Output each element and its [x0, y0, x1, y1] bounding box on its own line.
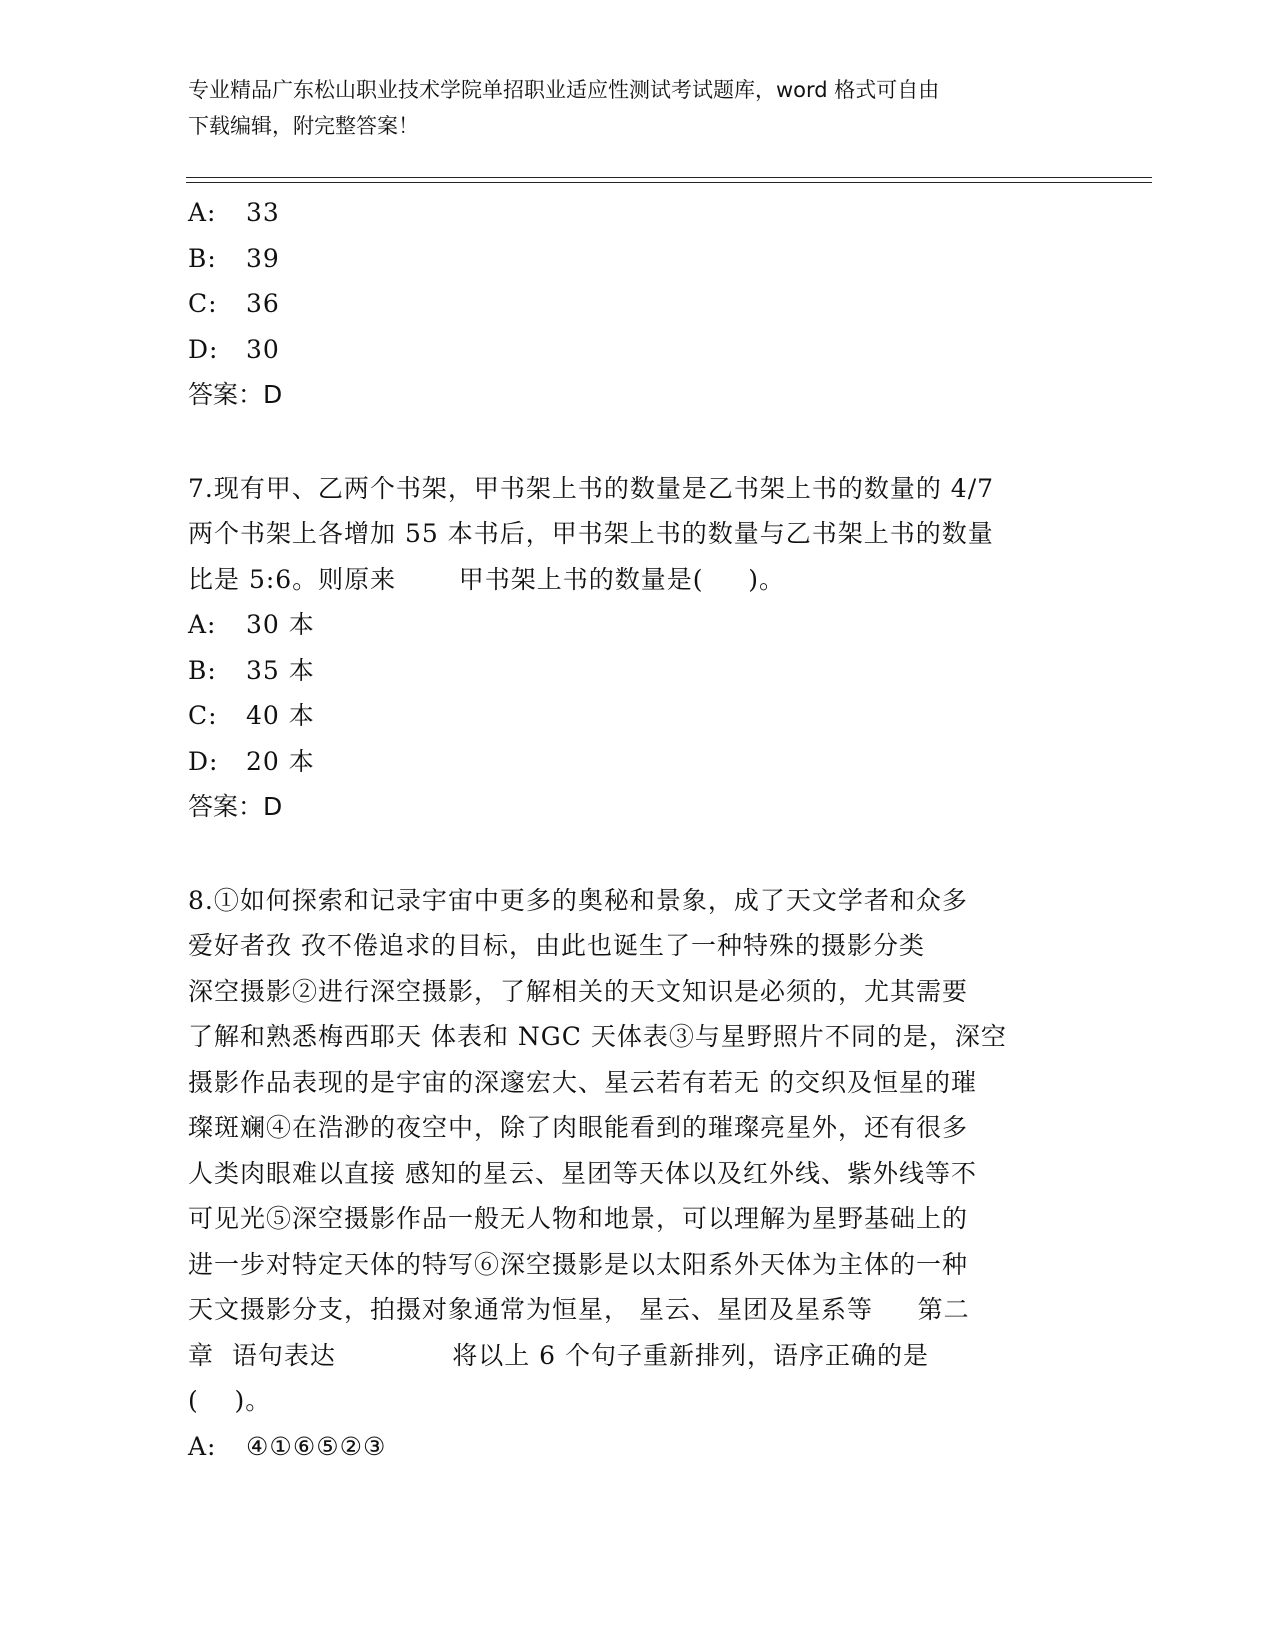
question-line: 摄影作品表现的是宇宙的深邃宏大、星云若有若无 的交织及恒星的璀: [188, 1067, 977, 1097]
question-6: [188, 190, 1088, 418]
question-text: [188, 466, 1088, 603]
header-rule-bottom: [186, 182, 1152, 183]
question-line: 比是 5:6。则原来 甲书架上书的数量是( )。: [188, 564, 786, 594]
question-line: 可见光⑤深空摄影作品一般无人物和地景，可以理解为星野基础上的: [188, 1204, 969, 1233]
option-b: B: 39: [188, 243, 280, 273]
option-a: A: ④①⑥⑤②③: [188, 1431, 387, 1461]
question-line: 章 语句表达 将以上 6 个句子重新排列，语序正确的是: [188, 1340, 930, 1370]
answer: 答案：D: [188, 380, 283, 409]
option-d: D: 30: [188, 334, 280, 364]
question-line: 两个书架上各增加 55 本书后，甲书架上书的数量与乙书架上书的数量: [188, 519, 994, 548]
option-d: D: 20 本: [188, 746, 315, 776]
option-c: C: 40 本: [188, 701, 315, 730]
header-line-2: 下载编辑，附完整答案！: [188, 114, 419, 138]
question-line: 爱好者孜 孜不倦追求的目标，由此也诞生了一种特殊的摄影分类: [188, 931, 925, 960]
question-text: [188, 878, 1088, 1424]
question-7: [188, 466, 1088, 830]
question-line: 天文摄影分支，拍摄对象通常为恒星， 星云、星团及星系等 第二: [188, 1295, 970, 1324]
question-line: 进一步对特定天体的特写⑥深空摄影是以太阳系外天体为主体的一种: [188, 1249, 969, 1279]
question-line: 璨斑斓④在浩渺的夜空中，除了肉眼能看到的璀璨亮星外，还有很多: [188, 1113, 969, 1142]
option-a: A: 33: [188, 198, 280, 227]
question-line: 人类肉眼难以直接 感知的星云、星团等天体以及红外线、紫外线等不: [188, 1158, 977, 1188]
header-line-1: 专业精品广东松山职业技术学院单招职业适应性测试考试题库，word 格式可自由: [188, 78, 940, 102]
question-line: 7.现有甲、乙两个书架，甲书架上书的数量是乙书架上书的数量的 4/7: [188, 473, 995, 503]
question-8: [188, 878, 1088, 1470]
document-header: [188, 72, 1068, 144]
question-line: ( )。: [188, 1386, 272, 1415]
question-line: 深空摄影②进行深空摄影，了解相关的天文知识是必须的，尤其需要: [188, 976, 969, 1006]
document-body: [188, 190, 1088, 1469]
question-line: 了解和熟悉梅西耶天 体表和 NGC 天体表③与星野照片不同的是，深空: [188, 1022, 1007, 1051]
option-a: A: 30 本: [188, 610, 315, 639]
answer: 答案：D: [188, 792, 283, 821]
header-rule-top: [186, 177, 1152, 178]
option-b: B: 35 本: [188, 655, 315, 685]
spacer: [188, 830, 1088, 878]
spacer: [188, 418, 1088, 466]
question-line: 8.①如何探索和记录宇宙中更多的奥秘和景象，成了天文学者和众多: [188, 885, 968, 915]
option-c: C: 36: [188, 289, 280, 318]
